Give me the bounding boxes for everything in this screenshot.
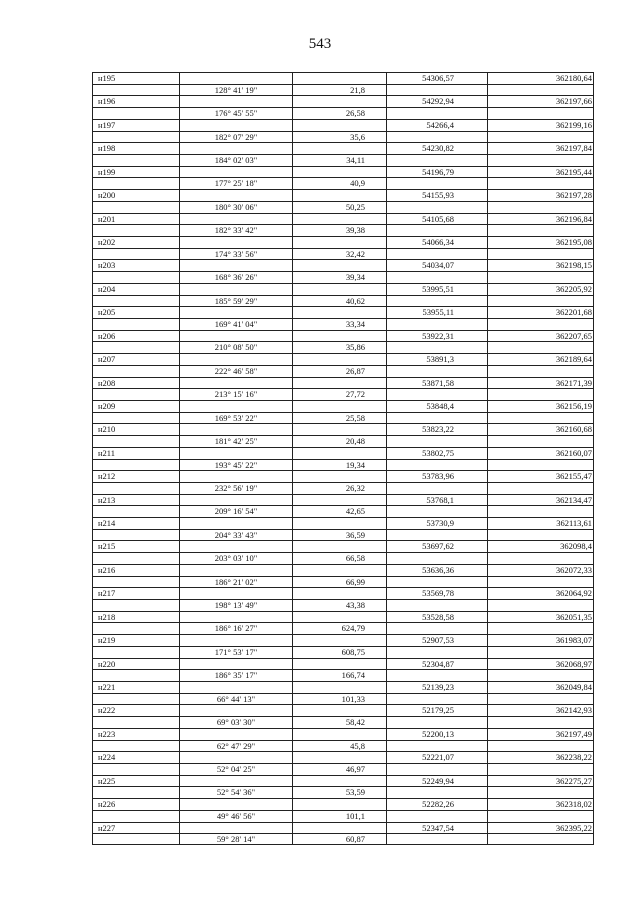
coordinate-y: 362160,07 [555, 447, 592, 458]
segment-length: 42,65 [345, 506, 365, 517]
point-name: н197 [98, 119, 116, 130]
point-name: н210 [98, 424, 116, 435]
coordinate-x: 54155,93 [422, 190, 454, 201]
coordinate-x: 54266,4 [426, 119, 454, 130]
segment-length: 50,25 [345, 201, 365, 212]
point-name: н211 [98, 447, 115, 458]
segment-length: 46,97 [345, 764, 365, 774]
point-name: н214 [98, 518, 116, 529]
coordinate-x: 53569,78 [422, 588, 454, 599]
point-name: н209 [98, 400, 116, 411]
segment-length: 101,1 [345, 810, 365, 821]
direction-angle: 213° 15' 16" [214, 389, 258, 400]
direction-angle: 52° 04' 25" [216, 764, 256, 774]
segment-length: 45,8 [350, 740, 365, 751]
coordinate-x: 53995,51 [422, 283, 454, 294]
direction-angle: 62° 47' 29" [216, 740, 256, 751]
direction-angle: 232° 56' 19" [214, 482, 258, 493]
point-name: н199 [98, 166, 116, 177]
point-name: н217 [98, 588, 116, 599]
point-name: н218 [98, 611, 116, 622]
direction-angle: 180° 30' 06" [214, 201, 258, 212]
coordinate-y: 362207,65 [555, 330, 592, 341]
coordinate-y: 362072,33 [555, 564, 592, 575]
coordinate-y: 362171,39 [555, 377, 592, 388]
direction-angle: 184° 02' 03" [214, 154, 258, 165]
segment-length: 26,32 [345, 482, 365, 493]
coordinate-y: 362064,92 [555, 588, 592, 599]
segment-length: 101,33 [341, 693, 365, 704]
direction-angle: 49° 46' 56" [216, 810, 256, 821]
direction-angle: 69° 03' 30" [216, 717, 256, 728]
point-name: н204 [98, 283, 116, 294]
coordinate-y: 361983,07 [555, 635, 592, 646]
point-name: н215 [98, 541, 116, 552]
coordinate-x: 52304,87 [422, 658, 454, 669]
segment-length: 35,86 [345, 342, 365, 353]
direction-angle: 210° 08' 50" [214, 342, 258, 353]
coordinate-x: 53848,4 [426, 400, 454, 411]
coordinate-x: 54230,82 [422, 143, 454, 154]
segment-length: 166,74 [341, 670, 365, 681]
point-name: н212 [98, 471, 116, 482]
coordinate-x: 53783,96 [422, 471, 454, 482]
segment-length: 36,59 [345, 529, 365, 540]
coordinate-x: 52347,54 [422, 822, 454, 833]
direction-angle: 66° 44' 13" [216, 693, 256, 704]
direction-angle: 171° 53' 17" [214, 646, 258, 657]
coordinate-y: 362201,68 [555, 307, 592, 318]
segment-length: 40,62 [345, 295, 365, 306]
segment-length: 20,48 [345, 436, 365, 447]
direction-angle: 204° 33' 43" [214, 529, 258, 540]
coordinate-x: 53802,75 [422, 447, 454, 458]
direction-angle: 186° 21' 02" [214, 576, 258, 587]
segment-length: 33,34 [345, 318, 365, 329]
coordinate-x: 53922,31 [422, 330, 454, 341]
direction-angle: 52° 54' 36" [216, 787, 256, 798]
point-name: н196 [98, 96, 116, 107]
segment-length: 39,34 [345, 272, 365, 283]
page-number: 543 [308, 36, 332, 52]
coordinate-y: 362068,97 [555, 658, 592, 669]
segment-length: 25,58 [345, 412, 365, 423]
direction-angle: 186° 35' 17" [214, 670, 258, 681]
coordinate-y: 362195,44 [555, 166, 592, 177]
coordinate-x: 52200,13 [422, 728, 454, 739]
coordinate-x: 52139,23 [422, 682, 454, 693]
coordinate-x: 52907,53 [422, 635, 454, 646]
coordinate-y: 362156,19 [555, 400, 592, 411]
coordinate-y: 362049,84 [555, 682, 592, 693]
point-name: н202 [98, 236, 116, 247]
coordinate-y: 362189,64 [555, 354, 592, 365]
coordinate-y: 362205,92 [555, 283, 592, 294]
segment-length: 32,42 [345, 248, 365, 259]
point-name: н221 [98, 682, 116, 693]
coordinate-x: 54066,34 [422, 236, 454, 247]
point-name: н208 [98, 377, 116, 388]
coordinate-y: 362134,47 [555, 494, 592, 505]
segment-length: 26,87 [345, 365, 365, 376]
segment-length: 608,75 [341, 646, 365, 657]
coordinate-y: 362142,93 [555, 705, 592, 716]
direction-angle: 182° 07' 29" [214, 131, 258, 142]
direction-angle: 128° 41' 19" [214, 84, 258, 95]
point-name: н227 [98, 822, 116, 833]
direction-angle: 59° 28' 14" [216, 834, 256, 845]
coordinate-y: 362180,64 [555, 73, 592, 83]
direction-angle: 222° 46' 58" [214, 365, 258, 376]
point-name: н213 [98, 494, 116, 505]
coordinate-y: 362051,35 [555, 611, 592, 622]
segment-length: 34,11 [346, 154, 365, 165]
segment-length: 624,79 [341, 623, 365, 634]
coordinate-y: 362197,84 [555, 143, 592, 154]
coordinate-y: 362160,68 [555, 424, 592, 435]
segment-length: 35,6 [350, 131, 365, 142]
segment-length: 43,38 [345, 600, 365, 611]
direction-angle: 182° 33' 42" [214, 225, 258, 236]
coordinate-x: 52179,25 [422, 705, 454, 716]
coordinate-x: 53697,62 [422, 541, 454, 552]
direction-angle: 168° 36' 26" [214, 272, 258, 283]
coordinate-x: 54105,68 [422, 213, 454, 224]
segment-length: 40,9 [350, 178, 365, 189]
segment-length: 21,8 [350, 84, 365, 95]
coordinate-y: 362395,22 [555, 822, 592, 833]
coordinate-y: 362155,47 [555, 471, 592, 482]
coordinate-y: 362199,16 [555, 119, 592, 130]
direction-angle: 185° 59' 29" [214, 295, 258, 306]
coordinate-y: 362275,27 [555, 775, 592, 786]
coordinate-x: 53730,9 [426, 518, 454, 529]
table-bottom-rule [92, 844, 594, 845]
coordinate-y: 362195,08 [555, 236, 592, 247]
coordinate-x: 52282,26 [422, 799, 454, 810]
point-name: н226 [98, 799, 116, 810]
segment-length: 26,58 [345, 108, 365, 119]
coordinate-x: 54306,57 [422, 73, 454, 83]
segment-length: 19,34 [345, 459, 365, 470]
segment-length: 66,99 [345, 576, 365, 587]
point-name: н219 [98, 635, 116, 646]
point-name: н222 [98, 705, 116, 716]
coordinate-x: 53955,11 [422, 307, 454, 318]
coordinate-x: 52221,07 [422, 752, 454, 763]
point-name: н224 [98, 752, 116, 763]
direction-angle: 176° 45' 55" [214, 108, 258, 119]
coordinate-y: 362113,61 [556, 518, 592, 529]
direction-angle: 181° 42' 25" [214, 436, 258, 447]
point-name: н225 [98, 775, 116, 786]
direction-angle: 169° 53' 22" [214, 412, 258, 423]
coordinate-x: 53528,58 [422, 611, 454, 622]
direction-angle: 174° 33' 56" [214, 248, 258, 259]
point-name: н201 [98, 213, 116, 224]
coordinate-y: 362098,4 [560, 541, 592, 552]
direction-angle: 169° 41' 04" [214, 318, 258, 329]
segment-length: 60,87 [345, 834, 365, 845]
coordinate-y: 362318,02 [555, 799, 592, 810]
point-name: н220 [98, 658, 116, 669]
coordinate-x: 53891,3 [426, 354, 454, 365]
segment-length: 66,58 [345, 553, 365, 564]
coordinate-x: 53636,36 [422, 564, 454, 575]
coordinate-x: 54034,07 [422, 260, 454, 271]
point-name: н216 [98, 564, 116, 575]
coordinate-table [92, 72, 594, 845]
point-name: н207 [98, 354, 116, 365]
point-name: н198 [98, 143, 116, 154]
segment-length: 27,72 [345, 389, 365, 400]
direction-angle: 203° 03' 10" [214, 553, 258, 564]
point-name: н203 [98, 260, 116, 271]
coordinate-x: 54292,94 [422, 96, 454, 107]
point-name: н205 [98, 307, 116, 318]
direction-angle: 193° 45' 22" [214, 459, 258, 470]
segment-length: 53,59 [345, 787, 365, 798]
point-name: н223 [98, 728, 116, 739]
coordinate-y: 362196,84 [555, 213, 592, 224]
coordinate-x: 53823,22 [422, 424, 454, 435]
coordinate-y: 362197,49 [555, 728, 592, 739]
segment-length: 39,38 [345, 225, 365, 236]
coordinate-y: 362198,15 [555, 260, 592, 271]
coordinate-x: 53768,1 [426, 494, 454, 505]
coordinate-x: 53871,58 [422, 377, 454, 388]
direction-angle: 186° 16' 27" [214, 623, 258, 634]
coordinate-x: 52249,94 [422, 775, 454, 786]
coordinate-y: 362197,66 [555, 96, 592, 107]
point-name: н200 [98, 190, 116, 201]
direction-angle: 177° 25' 18" [214, 178, 258, 189]
coordinate-x: 54196,79 [422, 166, 454, 177]
point-name: н195 [98, 73, 116, 83]
coordinate-y: 362197,28 [555, 190, 592, 201]
segment-length: 58,42 [345, 717, 365, 728]
point-name: н206 [98, 330, 116, 341]
coordinate-y: 362238,22 [555, 752, 592, 763]
direction-angle: 198° 13' 49" [214, 600, 258, 611]
direction-angle: 209° 16' 54" [214, 506, 258, 517]
